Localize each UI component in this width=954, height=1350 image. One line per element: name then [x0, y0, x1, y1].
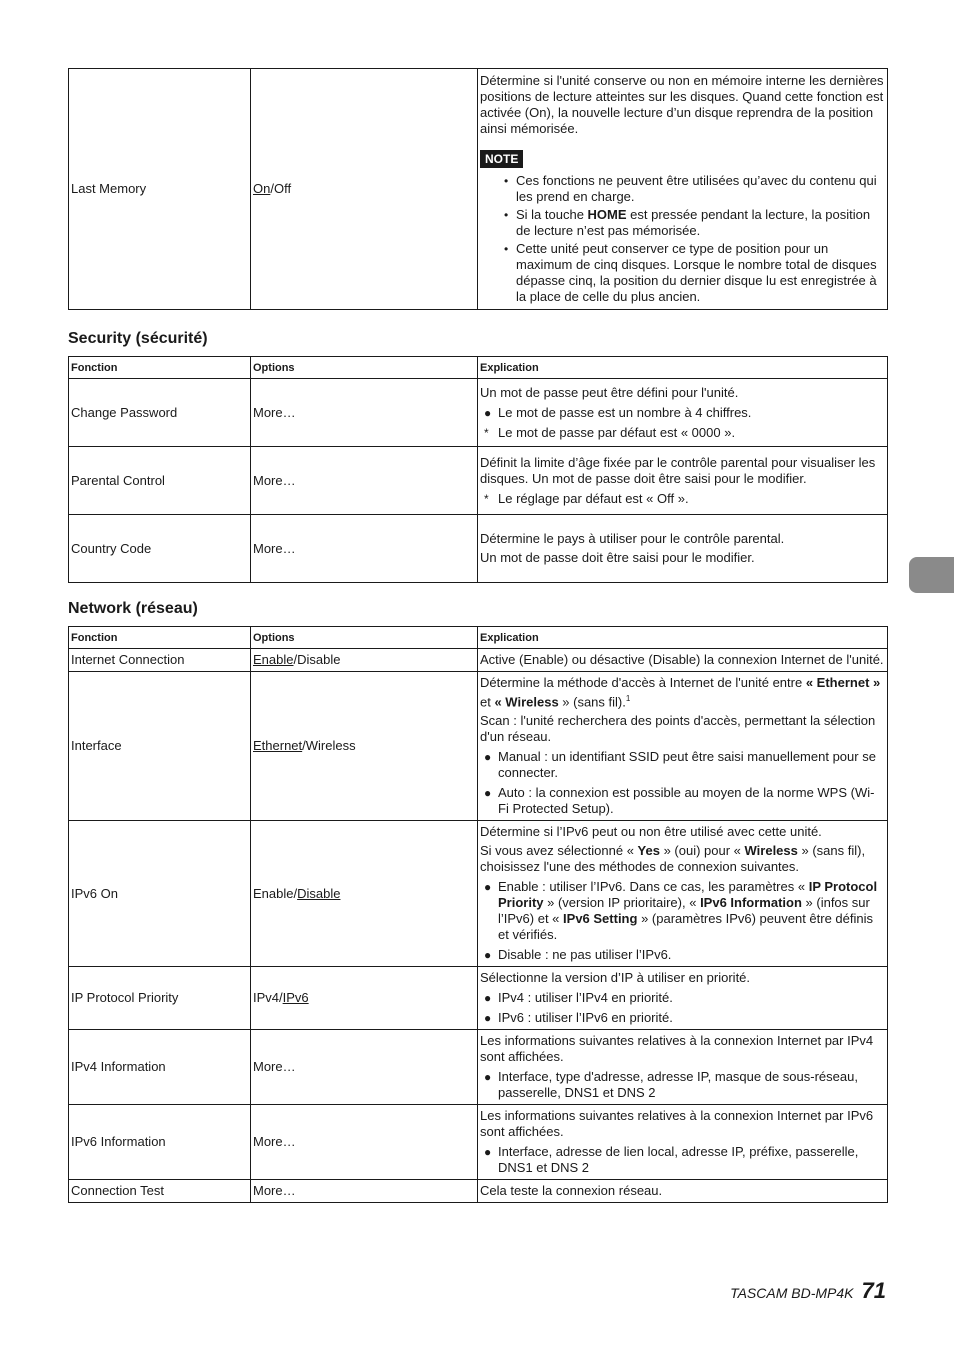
other-options: /Off [270, 181, 292, 196]
explanation-text: Les informations suivantes relatives à la connexion Internet par IPv4 sont affichées. [480, 1033, 874, 1065]
table-row [69, 672, 888, 821]
bullet-item: ● Manual : un identifiant SSID peut être saisi manuellement pour se connecter. [484, 749, 876, 781]
explanation-text: Détermine si l’IPv6 peut ou non être utilisé avec cette unité. [480, 824, 822, 840]
explanation-cell [478, 447, 888, 515]
note-item: • Cette unité peut conserver ce type de position pour un maximum de cinq disques. Lorsque le nombre total de disques dépasse cinq, la position du dernier disque lu est enregistrée à la place de celle du plus ancien. [504, 241, 877, 304]
explanation-cell [478, 1105, 888, 1180]
table-row [69, 447, 888, 515]
note-item: • Ces fonctions ne peuvent être utilisées qu’avec du contenu qui les prend en charge. [504, 173, 877, 204]
explanation-cell [478, 967, 888, 1030]
table-row [69, 821, 888, 967]
function-cell: Interface [69, 672, 251, 821]
function-cell: IPv4 Information [69, 1030, 251, 1105]
page-footer [730, 1278, 886, 1304]
options-cell: Ethernet/Wireless [251, 672, 478, 821]
bullet-icon: ● [484, 991, 492, 1006]
bullet-item: ● Interface, type d'adresse, adresse IP, masque de sous-réseau, passerelle, DNS1 et DNS 2 [484, 1069, 858, 1101]
explanation-text: Cela teste la connexion réseau. [480, 1183, 663, 1199]
function-cell: Change Password [69, 379, 251, 447]
options-cell: More… [251, 379, 478, 447]
explanation-text: Sélectionne la version d’IP à utiliser en priorité. [480, 970, 751, 986]
bullet-item: ● Auto : la connexion est possible au moyen de la norme WPS (Wi-Fi Protected Setup). [484, 785, 875, 817]
options-cell: More… [251, 1030, 478, 1105]
table-row [69, 1180, 888, 1203]
function-cell: Connection Test [69, 1180, 251, 1203]
function-cell: IP Protocol Priority [69, 967, 251, 1030]
note-badge: NOTE [480, 150, 523, 168]
function-cell: Country Code [69, 515, 251, 583]
bullet-item: ● Disable : ne pas utiliser l’IPv6. [484, 947, 672, 963]
chapter-tab-marker [909, 557, 954, 593]
bullet-icon: ● [484, 1070, 492, 1085]
section-title-network: Network (réseau) [68, 600, 198, 617]
function-cell: Internet Connection [69, 649, 251, 672]
function-cell: IPv6 On [69, 821, 251, 967]
last-memory-table [68, 68, 888, 310]
explanation-text: Détermine la méthode d'accès à Internet de l'unité entre « Ethernet » et « Wireless » (sans fil).$^1$ [480, 675, 881, 710]
asterisk-icon: * [484, 425, 489, 440]
footer-brand: TASCAM BD-MP4K [730, 1285, 854, 1301]
section-title-security: Security (sécurité) [68, 330, 208, 347]
explanation-cell [478, 379, 888, 447]
explanation-text: Détermine si l'unité conserve ou non en mémoire interne les dernières positions de lecture atteintes sur les disques. Quand cette fonction est activée (On), la nouvelle lecture d’un disque reprendra de la position ainsi mémorisée. [480, 73, 884, 136]
bullet-item: ● Interface, adresse de lien local, adresse IP, préfixe, passerelle, DNS1 et DNS 2 [484, 1144, 859, 1176]
explanation-cell [478, 69, 888, 310]
explanation-text: Un mot de passe peut être défini pour l'unité. [480, 384, 739, 400]
explanation-text: Un mot de passe doit être saisi pour le modifier. [480, 550, 755, 565]
explanation-text: Active (Enable) ou désactive (Disable) la connexion Internet de l'unité. [480, 652, 884, 667]
table-row [69, 515, 888, 583]
explanation-text: Les informations suivantes relatives à la connexion Internet par IPv6 sont affichées. [480, 1108, 874, 1140]
footnote-item: * Le réglage par défaut est « Off ». [484, 490, 689, 506]
options-cell: More… [251, 515, 478, 583]
bullet-icon: ● [484, 880, 492, 895]
bullet-icon: ● [484, 1011, 492, 1026]
explanation-cell [478, 649, 888, 672]
default-option: Ethernet [253, 738, 303, 754]
bullet-icon: ● [484, 405, 492, 420]
bullet-icon: • [504, 208, 509, 222]
explanation-cell [478, 821, 888, 967]
options-cell: IPv4/IPv6 [251, 967, 478, 1030]
footnote-item: * Le mot de passe par défaut est « 0000 ». [484, 424, 736, 440]
bullet-icon: ● [484, 948, 492, 963]
bullet-icon: ● [484, 750, 492, 765]
bullet-item: ● Le mot de passe est un nombre à 4 chiffres. [484, 404, 752, 420]
table-row [69, 649, 888, 672]
table-row [69, 69, 888, 310]
options-cell: Enable/Disable [251, 649, 478, 672]
page-number: 71 [861, 1278, 886, 1303]
explanation-text: Définit la limite d’âge fixée par le contrôle parental pour visualiser les disques. Un mot de passe doit être saisi pour le modifier. [480, 454, 876, 486]
bullet-icon: • [504, 174, 509, 188]
header-explanation: Explication [478, 627, 888, 649]
table-row [69, 379, 888, 447]
function-cell: IPv6 Information [69, 1105, 251, 1180]
function-cell: Last Memory [69, 69, 251, 310]
options-cell: More… [251, 1180, 478, 1203]
bullet-icon: ● [484, 1145, 492, 1160]
bullet-item: ● IPv6 : utiliser l’IPv6 en priorité. [484, 1010, 673, 1026]
default-option: Disable [297, 885, 341, 901]
explanation-cell [478, 672, 888, 821]
header-explanation: Explication [478, 357, 888, 379]
default-option: IPv6 [282, 990, 309, 1006]
default-option: Enable [253, 652, 294, 667]
header-function: Fonction [69, 627, 251, 649]
function-cell: Parental Control [69, 447, 251, 515]
note-item: • Si la touche HOME est pressée pendant la lecture, la position de lecture n’est pas mémorisée. [504, 207, 871, 238]
explanation-cell [478, 1180, 888, 1203]
options-cell: More… [251, 447, 478, 515]
default-option: On [253, 181, 271, 196]
options-cell: Enable/Disable [251, 821, 478, 967]
explanation-cell [478, 1030, 888, 1105]
asterisk-icon: * [484, 491, 489, 506]
explanation-text: Détermine le pays à utiliser pour le contrôle parental. [480, 531, 785, 546]
bullet-item: ● Enable : utiliser l’IPv6. Dans ce cas, les paramètres « IP Protocol Priority » (version IP prioritaire), « IPv6 Information » (infos sur l’IPv6) et « IPv6 Setting » (paramètres IPv6) peuvent être définis et vérifiés. [484, 879, 878, 943]
table-row [69, 1105, 888, 1180]
bullet-icon: • [504, 242, 509, 256]
table-row [69, 967, 888, 1030]
header-options: Options [251, 627, 478, 649]
explanation-cell [478, 515, 888, 583]
header-function: Fonction [69, 357, 251, 379]
header-options: Options [251, 357, 478, 379]
network-table [68, 626, 888, 1203]
security-table [68, 356, 888, 583]
options-cell: More… [251, 1105, 478, 1180]
bullet-item: ● IPv4 : utiliser l’IPv4 en priorité. [484, 990, 673, 1006]
explanation-text: Si vous avez sélectionné « Yes » (oui) pour « Wireless » (sans fil), choisissez l'une des méthodes de connexion suivantes. [480, 843, 866, 875]
explanation-text: Scan : l'unité recherchera des points d'accès, permettant la sélection d'un réseau. [480, 713, 876, 745]
table-header-row [69, 627, 888, 649]
bullet-icon: ● [484, 786, 492, 801]
table-row [69, 1030, 888, 1105]
table-header-row [69, 357, 888, 379]
options-cell [251, 69, 478, 310]
